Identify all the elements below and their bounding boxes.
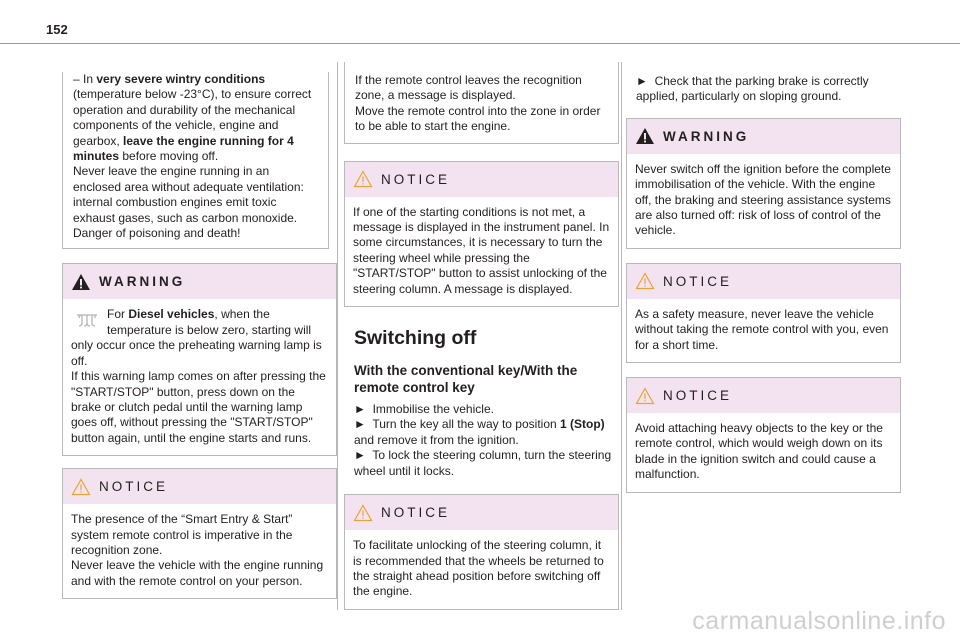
page-number: 152 bbox=[46, 22, 68, 37]
header-rule bbox=[0, 43, 960, 44]
notice-body: Avoid attaching heavy objects to the key or the remote control, which would weigh down on its blade in the ignition switch and could cause a malfunction. bbox=[635, 421, 883, 482]
notice-header bbox=[627, 378, 900, 413]
notice-label: NOTICE bbox=[381, 171, 451, 187]
subsection-heading: With the conventional key/With the remote control key bbox=[354, 363, 578, 396]
warning-body: For Diesel vehicles, when the temperature is below zero, starting will only occur once the preheating warning lamp is off. If this warning lamp comes on after pressing the "START/STOP" button, press down on the brake or clutch pedal until the warning lamp goes off, without pressing the "START/STOP" button again, until the engine starts and runs. bbox=[71, 307, 326, 445]
notice-body: The presence of the “Smart Entry & Start” system remote control is imperative in the recognition zone. Never leave the vehicle with the engine running and with the remote control on your person. bbox=[71, 512, 324, 588]
warning-body: Never switch off the ignition before the complete immobilisation of the vehicle. With the engine off, the braking and steering assistance systems are also turned off: risk of loss of control of the vehicle. bbox=[635, 161, 891, 238]
warning-header bbox=[627, 119, 900, 154]
move-remote-text: Move the remote control into the zone in order to be able to start the engine. bbox=[355, 103, 601, 134]
column-1 bbox=[72, 72, 337, 599]
column-3 bbox=[636, 62, 901, 493]
column-divider bbox=[621, 62, 622, 610]
list-item: ► Check that the parking brake is correctly applied, particularly on sloping ground. bbox=[636, 74, 869, 104]
notice-box bbox=[344, 494, 619, 610]
notice-box bbox=[62, 468, 337, 599]
notice-triangle-icon bbox=[635, 272, 655, 290]
list-item: ► Turn the key all the way to position 1 (Stop) and remove it from the ignition. bbox=[354, 417, 605, 447]
warning-header bbox=[63, 264, 336, 299]
notice-header bbox=[345, 162, 618, 197]
notice-box bbox=[626, 377, 901, 493]
notice-label: NOTICE bbox=[99, 479, 169, 495]
arrow-bullet-icon: ► bbox=[636, 74, 648, 88]
notice-header bbox=[63, 469, 336, 504]
warning-box bbox=[626, 118, 901, 249]
notice-header bbox=[345, 495, 618, 530]
switch-off-steps bbox=[354, 402, 619, 479]
warning-label: WARNING bbox=[99, 274, 186, 290]
preheating-warning-lamp-icon bbox=[73, 309, 101, 335]
watermark: carmanualsonline.info bbox=[692, 607, 946, 635]
column-divider bbox=[337, 62, 338, 610]
warning-triangle-icon bbox=[635, 127, 655, 145]
wintry-conditions-paragraph: – In very severe wintry conditions (temperature below -23°C), to ensure correct operation and durability of the mechanical components of the vehicle, engine and gearbox, leave the engine running for 4 minutes before moving off. bbox=[73, 72, 312, 164]
notice-body: To facilitate unlocking of the steering column, it is recommended that the wheels be returned to the straight ahead position before switching off the engine. bbox=[353, 538, 604, 599]
notice-triangle-icon bbox=[635, 387, 655, 405]
arrow-bullet-icon: ► bbox=[354, 448, 366, 463]
notice-box bbox=[344, 161, 619, 307]
list-item: ► To lock the steering column, turn the steering wheel until it locks. bbox=[354, 448, 612, 478]
column-2 bbox=[354, 62, 619, 610]
list-item: ► Immobilise the vehicle. bbox=[354, 402, 494, 417]
arrow-bullet-icon: ► bbox=[354, 417, 366, 432]
warning-label: WARNING bbox=[663, 128, 750, 144]
ventilation-warning-text: Never leave the engine running in an enclosed area without adequate ventilation: internal combustion engines emit toxic exhaust gases, such as carbon monoxide. Danger of poisoning and death! bbox=[73, 164, 304, 241]
notice-body: As a safety measure, never leave the vehicle without taking the remote control with you, even for a short time. bbox=[635, 306, 889, 352]
arrow-bullet-icon: ► bbox=[354, 402, 366, 417]
notice-label: NOTICE bbox=[381, 505, 451, 521]
warning-box bbox=[62, 263, 337, 456]
notice-triangle-icon bbox=[71, 478, 91, 496]
notice-body: If one of the starting conditions is not met, a message is displayed in the instrument panel. In some circumstances, it is necessary to turn the steering wheel while pressing the "START/STOP" button to assist unlocking of the steering column. A message is displayed. bbox=[353, 204, 610, 296]
notice-triangle-icon bbox=[353, 170, 373, 188]
notice-label: NOTICE bbox=[663, 388, 733, 404]
notice-label: NOTICE bbox=[663, 273, 733, 289]
recognition-zone-text: If the remote control leaves the recognition zone, a message is displayed. bbox=[355, 73, 582, 103]
section-heading: Switching off bbox=[354, 327, 477, 350]
warning-triangle-icon bbox=[71, 273, 91, 291]
notice-triangle-icon bbox=[353, 504, 373, 522]
notice-header bbox=[627, 264, 900, 299]
notice-box bbox=[626, 263, 901, 363]
